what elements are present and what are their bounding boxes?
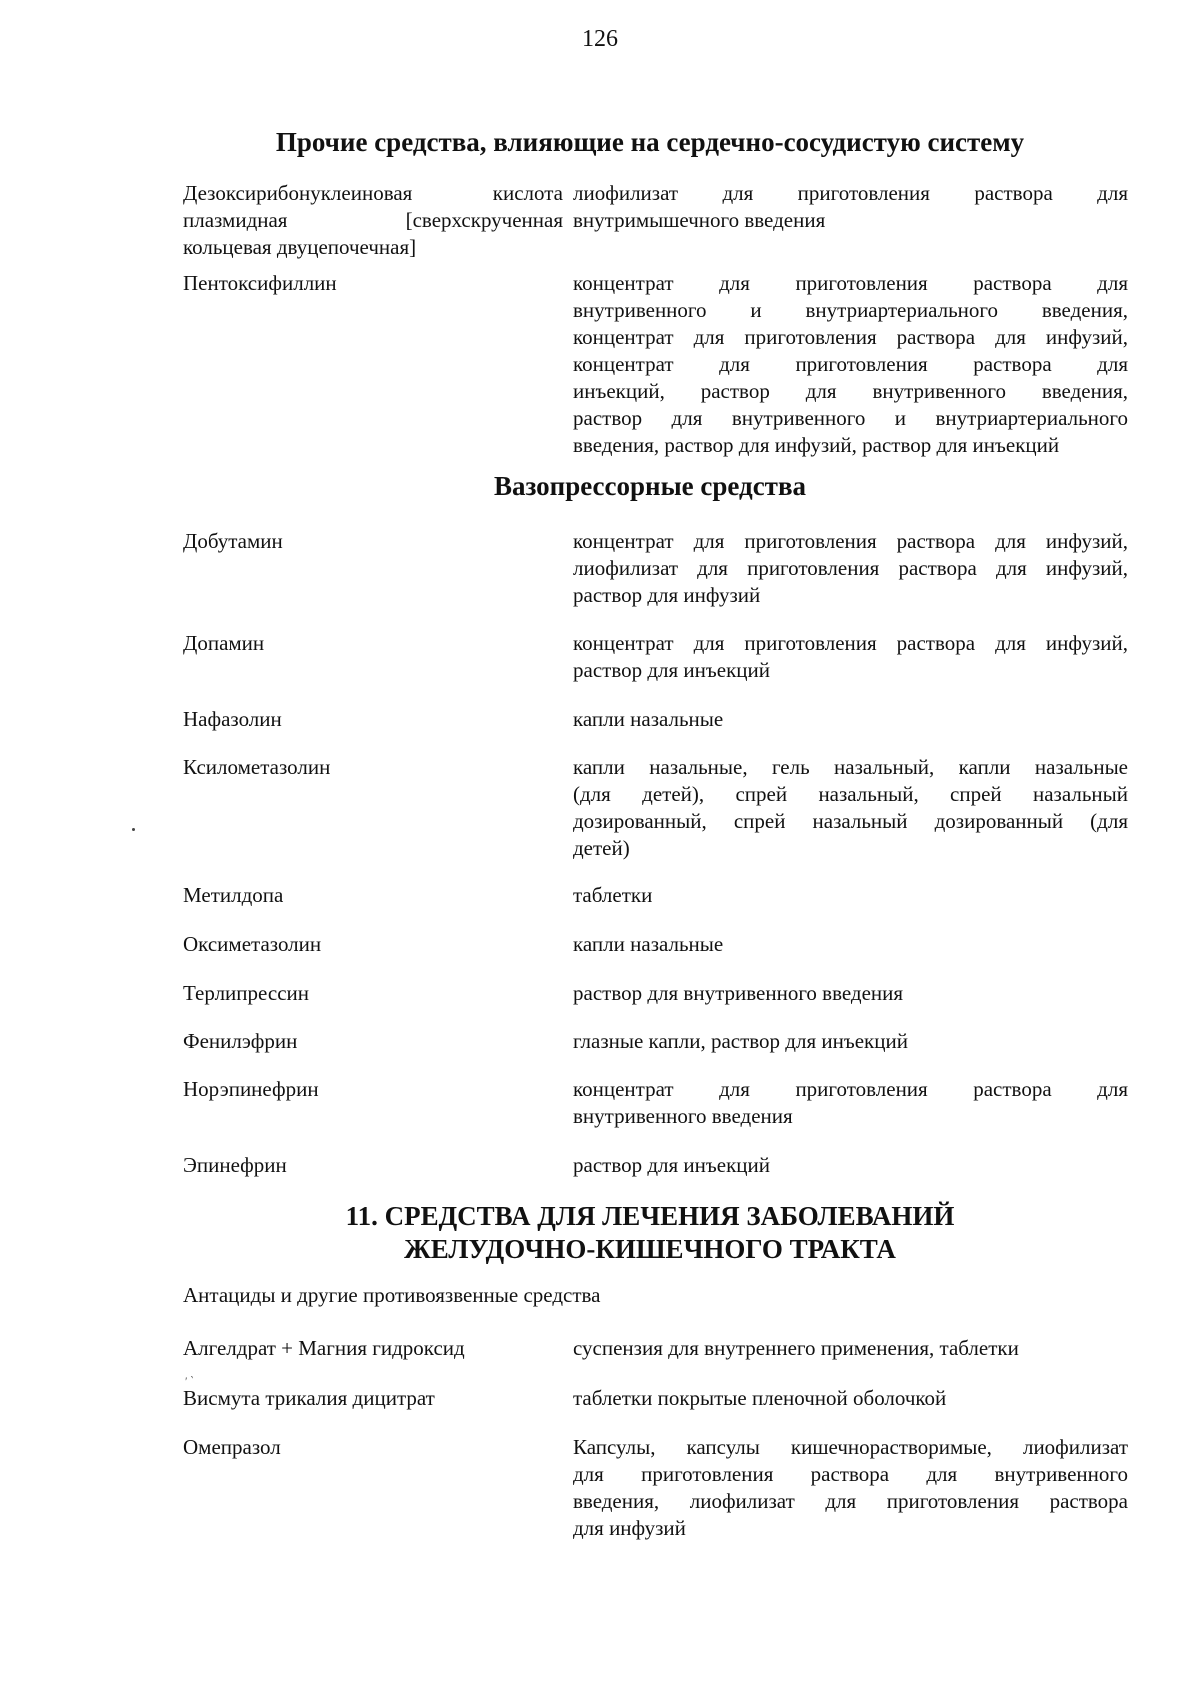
dosage-form-line: раствор для инъекций xyxy=(573,1153,770,1177)
dosage-form-line: лиофилизат для приготовления раствора для инфузий, xyxy=(573,556,1128,580)
drug-row xyxy=(183,528,1128,609)
dosage-form-line: раствор для внутривенного введения xyxy=(573,981,904,1005)
drug-name: Эпинефрин xyxy=(183,1153,287,1177)
dosage-form-line: концентрат для приготовления раствора для инфузий, xyxy=(573,325,1128,349)
dosage-form xyxy=(573,270,1128,459)
page-number: 126 xyxy=(582,26,618,52)
dosage-form xyxy=(573,706,1128,733)
drug-row xyxy=(183,630,1128,684)
drug-row xyxy=(183,180,1128,261)
dosage-form-line: раствор для внутривенного и внутриартериального xyxy=(573,406,1128,430)
dosage-form-line: таблетки покрытые пленочной оболочкой xyxy=(573,1386,947,1410)
dosage-form-line: концентрат для приготовления раствора для xyxy=(573,1077,1128,1101)
dosage-form-line: капли назальные xyxy=(573,932,724,956)
drug-name: Пентоксифиллин xyxy=(183,271,337,295)
dosage-form xyxy=(573,1076,1128,1130)
drug-name: Омепразол xyxy=(183,1435,281,1459)
scan-artifact-tick: ′ ‵ xyxy=(185,1374,194,1388)
section-heading-vasopressors: Вазопрессорные средства xyxy=(493,471,807,501)
drug-name-line: плазмидная [сверхскрученная xyxy=(183,208,563,232)
dosage-form-line: глазные капли, раствор для инъекций xyxy=(573,1029,908,1053)
drug-row xyxy=(183,1076,1128,1130)
dosage-form-line: концентрат для приготовления раствора для инфузий, xyxy=(573,529,1128,553)
subsection-heading-antacids: Антациды и другие противоязвенные средства xyxy=(183,1283,601,1307)
drug-name-line: кольцевая двуцепочечная] xyxy=(183,235,417,259)
dosage-form-line: детей) xyxy=(573,836,630,860)
dosage-form-line: концентрат для приготовления раствора для xyxy=(573,352,1128,376)
dosage-form-line: концентрат для приготовления раствора для xyxy=(573,271,1128,295)
scan-artifact-dot xyxy=(132,828,135,831)
drug-row xyxy=(183,1385,1128,1412)
dosage-form-line: концентрат для приготовления раствора для инфузий, xyxy=(573,631,1128,655)
dosage-form-line: капли назальные xyxy=(573,707,724,731)
section-heading-gi-line1: 11. СРЕДСТВА ДЛЯ ЛЕЧЕНИЯ ЗАБОЛЕВАНИЙ xyxy=(345,1201,955,1231)
drug-name: Терлипрессин xyxy=(183,981,309,1005)
drug-row xyxy=(183,754,1128,862)
drug-name: Оксиметазолин xyxy=(183,932,322,956)
drug-name-line: Дезоксирибонуклеиновая кислота xyxy=(183,181,563,205)
drug-row xyxy=(183,706,1128,733)
dosage-form xyxy=(573,1385,1128,1412)
dosage-form-line: лиофилизат для приготовления раствора для xyxy=(573,181,1128,205)
dosage-form xyxy=(573,754,1128,862)
drug-name: Висмута трикалия дицитрат xyxy=(183,1386,435,1410)
dosage-form-line: таблетки xyxy=(573,883,653,907)
drug-row xyxy=(183,270,1128,459)
drug-row xyxy=(183,931,1128,958)
dosage-form-line: раствор для инъекций xyxy=(573,658,770,682)
dosage-form xyxy=(573,1434,1128,1542)
drug-name: Ксилометазолин xyxy=(183,755,331,779)
dosage-form-line: для инфузий xyxy=(573,1516,686,1540)
dosage-form-line: введения, раствор для инфузий, раствор для инъекций xyxy=(573,433,1060,457)
dosage-form xyxy=(573,980,1128,1007)
drug-row xyxy=(183,882,1128,909)
drug-name: Допамин xyxy=(183,631,265,655)
dosage-form xyxy=(573,1152,1128,1179)
dosage-form xyxy=(573,630,1128,684)
dosage-form-line: введения, лиофилизат для приготовления раствора xyxy=(573,1489,1128,1513)
drug-name: Алгелдрат + Магния гидроксид xyxy=(183,1336,465,1360)
drug-name: Фенилэфрин xyxy=(183,1029,298,1053)
drug-row xyxy=(183,1152,1128,1179)
dosage-form xyxy=(573,1335,1128,1362)
dosage-form-line: внутримышечного введения xyxy=(573,208,826,232)
dosage-form xyxy=(573,528,1128,609)
drug-name: Норэпинефрин xyxy=(183,1077,319,1101)
drug-name xyxy=(183,180,563,261)
dosage-form-line: капли назальные, гель назальный, капли назальные xyxy=(573,755,1128,779)
dosage-form xyxy=(573,1028,1128,1055)
drug-name: Нафазолин xyxy=(183,707,282,731)
dosage-form-line: суспензия для внутреннего применения, таблетки xyxy=(573,1336,1019,1360)
section-heading-cardiovascular-other: Прочие средства, влияющие на сердечно-сосудистую систему xyxy=(275,127,1025,157)
dosage-form-line: дозированный, спрей назальный дозированный (для xyxy=(573,809,1128,833)
dosage-form-line: инъекций, раствор для внутривенного введения, xyxy=(573,379,1128,403)
drug-row xyxy=(183,1028,1128,1055)
dosage-form xyxy=(573,882,1128,909)
dosage-form-line: раствор для инфузий xyxy=(573,583,761,607)
dosage-form-line: (для детей), спрей назальный, спрей назальный xyxy=(573,782,1128,806)
section-heading-gi-line2: ЖЕЛУДОЧНО-КИШЕЧНОГО ТРАКТА xyxy=(404,1234,896,1264)
dosage-form-line: для приготовления раствора для внутривенного xyxy=(573,1462,1128,1486)
dosage-form xyxy=(573,931,1128,958)
drug-name: Добутамин xyxy=(183,529,283,553)
dosage-form xyxy=(573,180,1128,234)
drug-row xyxy=(183,980,1128,1007)
dosage-form-line: Капсулы, капсулы кишечнорастворимые, лиофилизат xyxy=(573,1435,1128,1459)
drug-row xyxy=(183,1335,1128,1362)
drug-name: Метилдопа xyxy=(183,883,284,907)
dosage-form-line: внутривенного введения xyxy=(573,1104,793,1128)
dosage-form-line: внутривенного и внутриартериального введения, xyxy=(573,298,1128,322)
drug-row xyxy=(183,1434,1128,1542)
